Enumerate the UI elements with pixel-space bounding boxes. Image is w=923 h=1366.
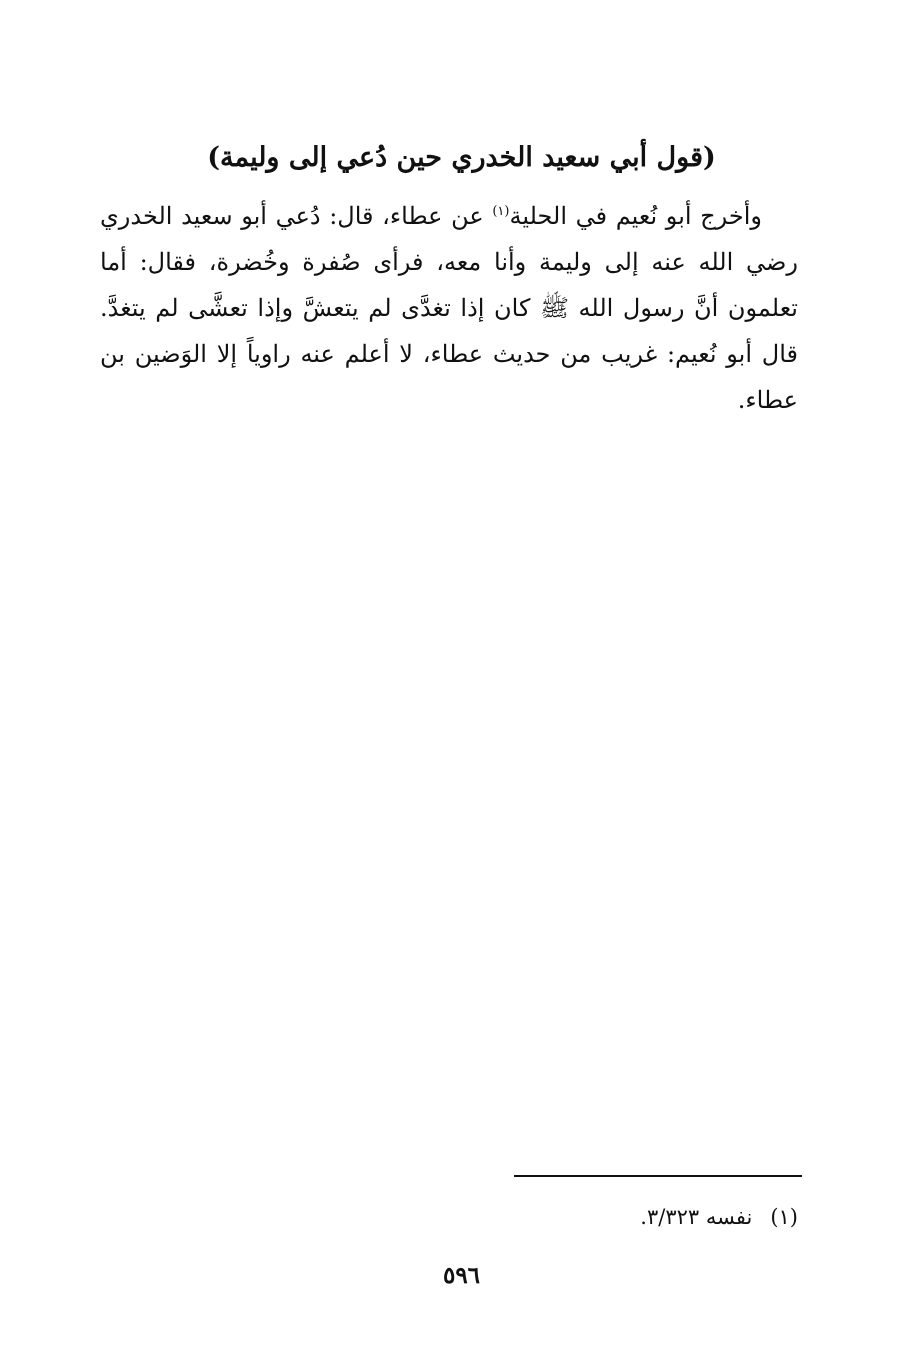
footnote-divider [514,1175,802,1177]
section-heading: (قول أبي سعيد الخدري حين دُعي إلى وليمة) [207,142,716,173]
page-number: ٥٩٦ [442,1262,481,1289]
footnote-number: (١) [770,1205,798,1229]
paragraph-text-after-ref: عن عطاء، قال: دُعي أبو سعيد الخدري رضي الله عنه إلى وليمة وأنا معه، فرأى صُفرة وخُضرة، فقال: أما تعلمون أنَّ رسول الله ﷺ كان إذا تغدَّى لم يتعشَّ وإذا تعشَّى لم يتغدَّ. قال أبو نُعيم: غريب من حديث عطاء، لا أعلم عنه راوياً إلا الوَضين بن عطاء. [100,202,798,414]
footnote-reference: (١) [492,204,510,219]
body-text [100,193,798,423]
paragraph-text-before-ref: وأخرج أبو نُعيم في الحلية [509,202,762,230]
footnote-text: نفسه ٣/٣٢٣. [640,1205,753,1229]
footnote [500,1201,798,1233]
main-paragraph [100,193,798,423]
